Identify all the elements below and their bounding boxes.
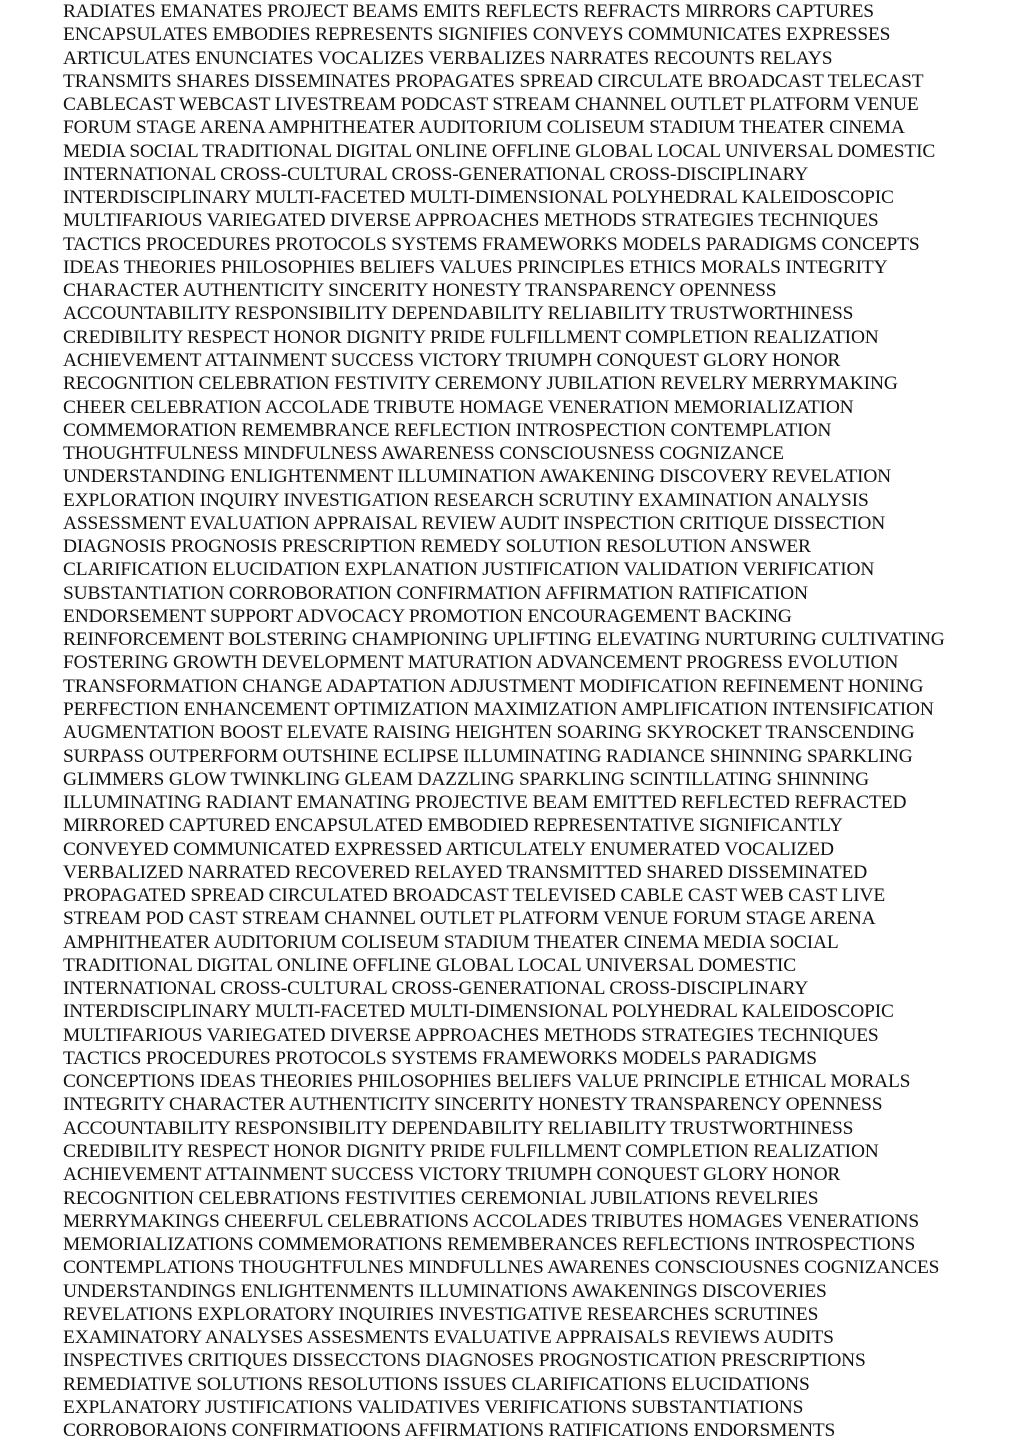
text-line: ACCOUNTABILITY RESPONSIBILITY DEPENDABILITY RELIABILITY TRUSTWORTHINESS <box>63 1117 854 1139</box>
text-line: FORUM STAGE ARENA AMPHITHEATER AUDITORIUM COLISEUM STADIUM THEATER CINEMA <box>63 117 905 139</box>
text-line: TRADITIONAL DIGITAL ONLINE OFFLINE GLOBAL LOCAL UNIVERSAL DOMESTIC <box>63 954 797 976</box>
text-line: CONVEYED COMMUNICATED EXPRESSED ARTICULATELY ENUMERATED VOCALIZED <box>63 838 834 860</box>
text-line: CREDIBILITY RESPECT HONOR DIGNITY PRIDE FULFILLMENT COMPLETION REALIZATION <box>63 1141 879 1163</box>
text-line: ENCAPSULATES EMBODIES REPRESENTS SIGNIFIES CONVEYS COMMUNICATES EXPRESSES <box>63 24 891 46</box>
text-line: FOSTERING GROWTH DEVELOPMENT MATURATION ADVANCEMENT PROGRESS EVOLUTION <box>63 652 899 674</box>
text-line: REVELATIONS EXPLORATORY INQUIRIES INVESTIGATIVE RESEARCHES SCRUTINES <box>63 1303 819 1325</box>
text-line: THOUGHTFULNESS MINDFULNESS AWARENESS CONSCIOUSNESS COGNIZANCE <box>63 443 784 465</box>
text-line: INSPECTIVES CRITIQUES DISSECCTONS DIAGNOSES PROGNOSTICATION PRESCRIPTIONS <box>63 1350 866 1372</box>
text-line: UNDERSTANDINGS ENLIGHTENMENTS ILLUMINATIONS AWAKENINGS DISCOVERIES <box>63 1280 827 1302</box>
text-line: RECOGNITION CELEBRATIONS FESTIVITIES CEREMONIAL JUBILATIONS REVELRIES <box>63 1187 819 1209</box>
text-line: INTERDISCIPLINARY MULTI-FACETED MULTI-DIMENSIONAL POLYHEDRAL KALEIDOSCOPIC <box>63 187 894 209</box>
text-line: SURPASS OUTPERFORM OUTSHINE ECLIPSE ILLUMINATING RADIANCE SHINNING SPARKLING <box>63 745 913 767</box>
text-line: MEDIA SOCIAL TRADITIONAL DIGITAL ONLINE OFFLINE GLOBAL LOCAL UNIVERSAL DOMESTIC <box>63 140 936 162</box>
text-line: CABLECAST WEBCAST LIVESTREAM PODCAST STREAM CHANNEL OUTLET PLATFORM VENUE <box>63 94 919 116</box>
text-line: TACTICS PROCEDURES PROTOCOLS SYSTEMS FRAMEWORKS MODELS PARADIGMS CONCEPTS <box>63 233 920 255</box>
text-line: EXAMINATORY ANALYSES ASSESMENTS EVALUATIVE APPRAISALS REVIEWS AUDITS <box>63 1327 834 1349</box>
text-line: INTERDISCIPLINARY MULTI-FACETED MULTI-DIMENSIONAL POLYHEDRAL KALEIDOSCOPIC <box>63 1001 894 1023</box>
text-line: STREAM POD CAST STREAM CHANNEL OUTLET PLATFORM VENUE FORUM STAGE ARENA <box>63 908 876 930</box>
document-body <box>63 0 1016 1442</box>
text-line: PERFECTION ENHANCEMENT OPTIMIZATION MAXIMIZATION AMPLIFICATION INTENSIFICATION <box>63 698 934 720</box>
text-line: AMPHITHEATER AUDITORIUM COLISEUM STADIUM THEATER CINEMA MEDIA SOCIAL <box>63 931 839 953</box>
text-line: CHARACTER AUTHENTICITY SINCERITY HONESTY TRANSPARENCY OPENNESS <box>63 280 777 302</box>
text-line: CONCEPTIONS IDEAS THEORIES PHILOSOPHIES BELIEFS VALUE PRINCIPLE ETHICAL MORALS <box>63 1071 911 1093</box>
text-line: COMMEMORATION REMEMBRANCE REFLECTION INTROSPECTION CONTEMPLATION <box>63 419 832 441</box>
text-line: REMEDIATIVE SOLUTIONS RESOLUTIONS ISSUES CLARIFICATIONS ELUCIDATIONS <box>63 1373 810 1395</box>
text-line: CREDIBILITY RESPECT HONOR DIGNITY PRIDE FULFILLMENT COMPLETION REALIZATION <box>63 326 879 348</box>
text-line: MIRRORED CAPTURED ENCAPSULATED EMBODIED REPRESENTATIVE SIGNIFICANTLY <box>63 815 843 837</box>
text-line: CORROBORAIONS CONFIRMATIOONS AFFIRMATIONS RATIFICATIONS ENDORSMENTS <box>63 1420 836 1442</box>
text-line: MEMORIALIZATIONS COMMEMORATIONS REMEMBERANCES REFLECTIONS INTROSPECTIONS <box>63 1234 916 1256</box>
text-line: CONTEMPLATIONS THOUGHTFULNES MINDFULLNES AWARENES CONSCIOUSNES COGNIZANCES <box>63 1257 940 1279</box>
text-line: EXPLORATION INQUIRY INVESTIGATION RESEARCH SCRUTINY EXAMINATION ANALYSIS <box>63 489 869 511</box>
text-line: MULTIFARIOUS VARIEGATED DIVERSE APPROACHES METHODS STRATEGIES TECHNIQUES <box>63 210 879 232</box>
text-line: INTEGRITY CHARACTER AUTHENTICITY SINCERITY HONESTY TRANSPARENCY OPENNESS <box>63 1094 883 1116</box>
text-line: RADIATES EMANATES PROJECT BEAMS EMITS REFLECTS REFRACTS MIRRORS CAPTURES <box>63 1 874 22</box>
text-line: GLIMMERS GLOW TWINKLING GLEAM DAZZLING SPARKLING SCINTILLATING SHINNING <box>63 768 870 790</box>
text-line: ACHIEVEMENT ATTAINMENT SUCCESS VICTORY TRIUMPH CONQUEST GLORY HONOR <box>63 1164 841 1186</box>
text-line: ILLUMINATING RADIANT EMANATING PROJECTIVE BEAM EMITTED REFLECTED REFRACTED <box>63 792 907 814</box>
text-line: PROPAGATED SPREAD CIRCULATED BROADCAST TELEVISED CABLE CAST WEB CAST LIVE <box>63 885 886 907</box>
text-line: VERBALIZED NARRATED RECOVERED RELAYED TRANSMITTED SHARED DISSEMINATED <box>63 861 868 883</box>
text-line: MULTIFARIOUS VARIEGATED DIVERSE APPROACHES METHODS STRATEGIES TECHNIQUES <box>63 1024 879 1046</box>
text-line: TACTICS PROCEDURES PROTOCOLS SYSTEMS FRAMEWORKS MODELS PARADIGMS <box>63 1047 817 1069</box>
text-line: SUBSTANTIATION CORROBORATION CONFIRMATION AFFIRMATION RATIFICATION <box>63 582 808 604</box>
text-line: ACCOUNTABILITY RESPONSIBILITY DEPENDABILITY RELIABILITY TRUSTWORTHINESS <box>63 303 854 325</box>
text-line: TRANSFORMATION CHANGE ADAPTATION ADJUSTMENT MODIFICATION REFINEMENT HONING <box>63 675 924 697</box>
text-line: REINFORCEMENT BOLSTERING CHAMPIONING UPLIFTING ELEVATING NURTURING CULTIVATING <box>63 629 945 651</box>
text-line: DIAGNOSIS PROGNOSIS PRESCRIPTION REMEDY SOLUTION RESOLUTION ANSWER <box>63 536 811 558</box>
text-line: INTERNATIONAL CROSS-CULTURAL CROSS-GENERATIONAL CROSS-DISCIPLINARY <box>63 978 809 1000</box>
text-line: INTERNATIONAL CROSS-CULTURAL CROSS-GENERATIONAL CROSS-DISCIPLINARY <box>63 163 809 185</box>
text-line: ENDORSEMENT SUPPORT ADVOCACY PROMOTION ENCOURAGEMENT BACKING <box>63 605 792 627</box>
text-line: UNDERSTANDING ENLIGHTENMENT ILLUMINATION AWAKENING DISCOVERY REVELATION <box>63 466 892 488</box>
text-line: TRANSMITS SHARES DISSEMINATES PROPAGATES SPREAD CIRCULATE BROADCAST TELECAST <box>63 70 924 92</box>
text-line: CHEER CELEBRATION ACCOLADE TRIBUTE HOMAGE VENERATION MEMORIALIZATION <box>63 396 854 418</box>
text-line: CLARIFICATION ELUCIDATION EXPLANATION JUSTIFICATION VALIDATION VERIFICATION <box>63 559 875 581</box>
text-line: EXPLANATORY JUSTIFICATIONS VALIDATIVES VERIFICATIONS SUBSTANTIATIONS <box>63 1396 804 1418</box>
text-line: IDEAS THEORIES PHILOSOPHIES BELIEFS VALUES PRINCIPLES ETHICS MORALS INTEGRITY <box>63 256 888 278</box>
text-line: AUGMENTATION BOOST ELEVATE RAISING HEIGHTEN SOARING SKYROCKET TRANSCENDING <box>63 722 915 744</box>
text-line: ARTICULATES ENUNCIATES VOCALIZES VERBALIZES NARRATES RECOUNTS RELAYS <box>63 47 833 69</box>
text-line: MERRYMAKINGS CHEERFUL CELEBRATIONS ACCOLADES TRIBUTES HOMAGES VENERATIONS <box>63 1210 919 1232</box>
text-line: ASSESSMENT EVALUATION APPRAISAL REVIEW AUDIT INSPECTION CRITIQUE DISSECTION <box>63 512 886 534</box>
text-line: ACHIEVEMENT ATTAINMENT SUCCESS VICTORY TRIUMPH CONQUEST GLORY HONOR <box>63 349 841 371</box>
text-line: RECOGNITION CELEBRATION FESTIVITY CEREMONY JUBILATION REVELRY MERRYMAKING <box>63 373 898 395</box>
